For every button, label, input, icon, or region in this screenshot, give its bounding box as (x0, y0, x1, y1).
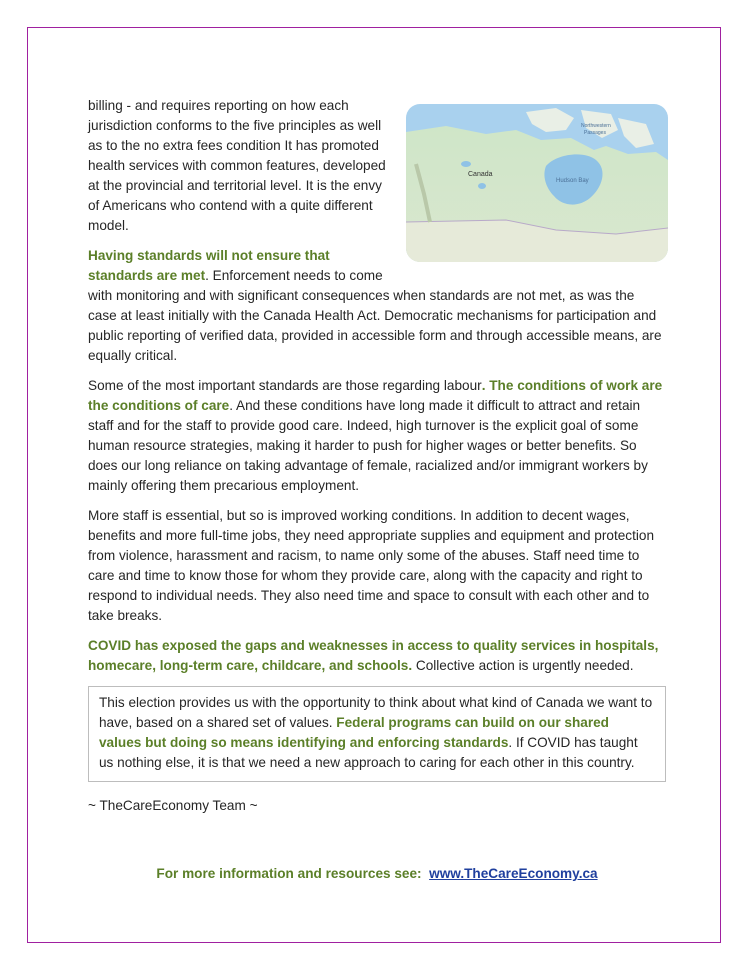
highlight-text: The conditions of work are the conditions of care (88, 378, 663, 413)
footer-lead: For more information and resources see: (156, 866, 422, 881)
body-text: Collective action is urgently needed. (412, 658, 634, 673)
highlight-text: Federal programs can build on our shared values but doing so means identifying and enforcing standards (99, 715, 609, 750)
paragraph-1: billing - and requires reporting on how each jurisdiction conforms to the five principles as well as to the no extra fees condition It has promoted health services with common features, developed at the provincial and territorial level. It is the envy of Americans who contend with a quite different model. (88, 98, 386, 233)
paragraph-4: More staff is essential, but so is improved working conditions. In addition to decent wages, benefits and more full-time jobs, they need appropriate supplies and equipment and protection from violence, harassment and racism, to name only some of the abuses. Staff need time to care and time to know those for whom they provide care, along with the capacity and right to respond to individual needs. They also need time and space to consult with each other and to take breaks. (88, 508, 655, 623)
callout-text (99, 693, 655, 773)
highlight-text: Having standards will not ensure that standards are met (88, 248, 330, 283)
document-body (88, 96, 666, 826)
body-text: Some of the most important standards are those regarding labour (88, 378, 482, 393)
map-illustration (406, 104, 668, 262)
highlight-punct: . (481, 378, 490, 393)
map-label-passages: Passages (584, 130, 606, 136)
website-link[interactable]: www.TheCareEconomy.ca (429, 866, 598, 881)
paragraph-3 (88, 376, 666, 496)
footer (88, 866, 666, 881)
paragraph-5 (88, 636, 666, 676)
callout-box (88, 686, 666, 782)
lake (478, 183, 486, 189)
body-text: . Enforcement needs to come with monitoring and with significant consequences when standards are not met, as was the case at least initially with the Canada Health Act. Democratic mechanisms for participation and public reporting of verified data, provided in accessible form and through accessible means, are equally critical. (88, 268, 662, 363)
highlight-text: COVID has exposed the gaps and weaknesses in access to quality services in hospitals, homecare, long-term care, childcare, and schools. (88, 638, 659, 673)
signoff: ~ TheCareEconomy Team ~ (88, 798, 258, 813)
map-label-hudson-bay: Hudson Bay (556, 178, 589, 184)
paragraph-2 (88, 246, 666, 366)
body-text: . And these conditions have long made it difficult to attract and retain staff and for the staff to provide good care. Indeed, high turnover is the explicit goal of some human resource strategies, making it harder to push for higher wages or better benefits. So does our long reliance on taking advantage of female, racialized and/or immigrant workers by mainly offering them precarious employment. (88, 398, 648, 493)
map-label-canada: Canada (468, 171, 493, 178)
lake (461, 161, 471, 167)
canada-map-image (406, 104, 668, 262)
body-text: This election provides us with the opportunity to think about what kind of Canada we want to have, based on a shared set of values. (99, 695, 653, 730)
map-label-northwestern: Northwestern (581, 123, 611, 129)
body-text: . If COVID has taught us nothing else, it is that we need a new approach to caring for each other in this country. (99, 735, 638, 770)
